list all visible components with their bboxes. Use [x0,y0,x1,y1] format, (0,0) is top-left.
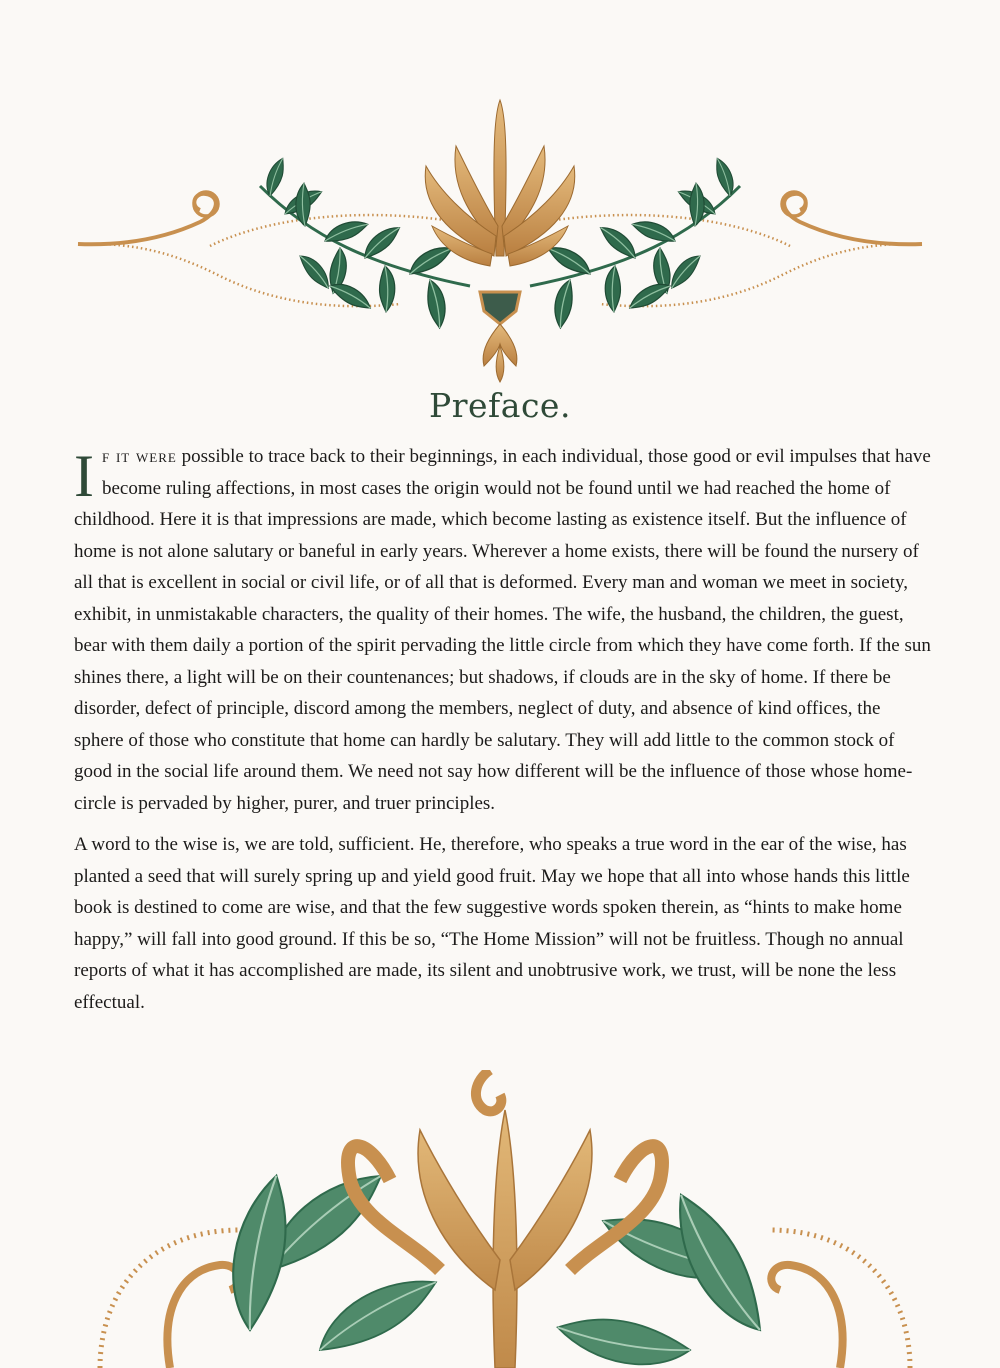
drop-cap: I [74,443,94,509]
headpiece-ornament [70,96,930,388]
page-title: Preface. [429,386,571,425]
paragraph-1-text: possible to trace back to their beginnings, in each individual, those good or evil impulses that have become ruling affections, in most cases the origin would not be found until we had reached the home of childhood. Here it is that impressions are made, which become lasting as existence itself. But the influence of home is not alone salutary or baneful in early years. Wherever a home exists, there will be found the nursery of all that is excellent in social or civil life, or of all that is deformed. Every man and woman we meet in society, exhibit, in unmistakable characters, the quality of their homes. The wife, the husband, the children, the guest, bear with them daily a portion of the spirit pervading the little circle from which they have come forth. If the sun shines there, a light will be on their countenances; but shadows, if clouds are in the sky of home. If there be disorder, defect of principle, discord among the members, neglect of duty, and absence of kind offices, the sphere of those who constitute that home can hardly be salutary. They will add little to the common stock of good in the social life around them. We need not say how different will be the influence of those whose home-circle is pervaded by higher, purer, and truer principles. [74,446,931,814]
paragraph-1 [74,441,932,819]
tailpiece-ornament [90,1070,920,1368]
paragraph-2: A word to the wise is, we are told, sufficient. He, therefore, who speaks a true word in the ear of the wise, has planted a seed that will surely spring up and yield good fruit. May we hope that all into whose hands this little book is destined to come are wise, and that the few suggestive words spoken therein, as “hints to make home happy,” will fall into good ground. If this be so, “The Home Mission” will not be fruitless. Though no annual reports of what it has accomplished are made, its silent and unobtrusive work, we trust, will be none the less effectual. [74,834,910,1013]
lead-small-caps: f it were [101,446,177,467]
preface-text [74,441,932,1028]
